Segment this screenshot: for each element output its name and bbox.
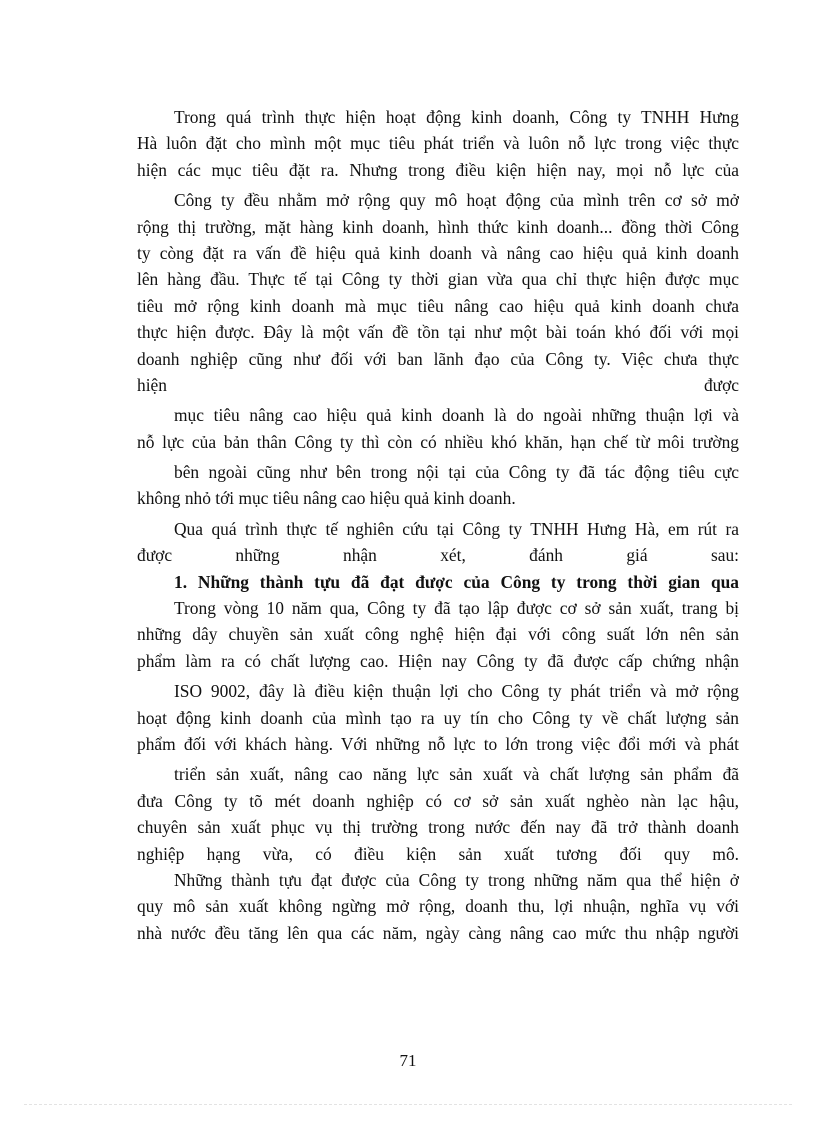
- text-line: triển sản xuất, nâng cao năng lực sản xuất và chất lượng sản phẩm đã: [174, 764, 739, 785]
- text-line: thực hiện được. Đây là một vấn đề tồn tại như một bài toán khó đối với mọi: [137, 322, 739, 343]
- text-line: chuyên sản xuất phục vụ thị trường trong nước đến nay đã trở thành doanh: [137, 817, 739, 838]
- text-line: Những thành tựu đạt được của Công ty trong những năm qua thể hiện ở: [174, 869, 739, 890]
- text-line: quy mô sản xuất không ngừng mở rộng, doanh thu, lợi nhuận, nghĩa vụ với: [137, 896, 739, 917]
- text-line: Hà luôn đặt cho mình một mục tiêu phát triển và luôn nỗ lực trong việc thực: [137, 133, 739, 154]
- text-line: nghiệp hạng vừa, có điều kiện sản xuất tương đối quy mô.: [137, 843, 739, 864]
- body-text: [137, 104, 739, 946]
- text-line: mục tiêu nâng cao hiệu quả kinh doanh là do ngoài những thuận lợi và: [174, 405, 739, 426]
- text-line: Qua quá trình thực tế nghiên cứu tại Công ty TNHH Hưng Hà, em rút ra: [174, 518, 739, 539]
- text-line: đưa Công ty tõ mét doanh nghiệp có cơ sở sản xuất nghèo nàn lạc hậu,: [137, 790, 739, 811]
- text-line: lên hàng đầu. Thực tế tại Công ty thời gian vừa qua chỉ thực hiện được mục: [137, 269, 739, 290]
- text-line: Công ty đều nhằm mở rộng quy mô hoạt động của mình trên cơ sở mở: [174, 190, 739, 211]
- text-line: tiêu mở rộng kinh doanh mà mục tiêu nâng cao hiệu quả kinh doanh chưa: [137, 295, 739, 316]
- section-heading: 1. Những thành tựu đã đạt được của Công ty trong thời gian qua: [174, 571, 739, 592]
- text-line: ty còng đặt ra vấn đề hiệu quả kinh doanh và nâng cao hiệu quả kinh doanh: [137, 242, 739, 263]
- text-line: phẩm làm ra có chất lượng cao. Hiện nay Công ty đã được cấp chứng nhận: [137, 650, 739, 671]
- text-line: những dây chuyền sản xuất công nghệ hiện đại với công suất lớn nên sản: [137, 624, 739, 645]
- text-line: được những nhận xét, đánh giá sau:: [137, 545, 739, 566]
- text-line: nhà nước đều tăng lên qua các năm, ngày càng nâng cao mức thu nhập người: [137, 922, 739, 943]
- text-line: hoạt động kinh doanh của mình tạo ra uy tín cho Công ty về chất lượng sản: [137, 707, 739, 728]
- page-bottom-divider: [24, 1104, 792, 1105]
- text-line: rộng thị trường, mặt hàng kinh doanh, hình thức kinh doanh... đồng thời Công: [137, 216, 739, 237]
- text-line: doanh nghiệp cũng như đối với ban lãnh đạo của Công ty. Việc chưa thực: [137, 348, 739, 369]
- text-line: phẩm đối với khách hàng. Với những nỗ lực to lớn trong việc đổi mới và phát: [137, 733, 739, 754]
- text-line: hiện các mục tiêu đặt ra. Nhưng trong điều kiện hiện nay, mọi nỗ lực của: [137, 159, 739, 180]
- text-line: Trong vòng 10 năm qua, Công ty đã tạo lập được cơ sở sản xuất, trang bị: [174, 598, 739, 619]
- page-number: 71: [399, 1051, 417, 1070]
- text-line: Trong quá trình thực hiện hoạt động kinh doanh, Công ty TNHH Hưng: [174, 107, 739, 127]
- text-line: nỗ lực của bản thân Công ty thì còn có nhiều khó khăn, hạn chế từ môi trường: [137, 431, 739, 452]
- text-line: bên ngoài cũng như bên trong nội tại của Công ty đã tác động tiêu cực: [174, 462, 739, 483]
- text-line: ISO 9002, đây là điều kiện thuận lợi cho Công ty phát triển và mở rộng: [174, 681, 739, 702]
- text-line: không nhỏ tới mục tiêu nâng cao hiệu quả kinh doanh.: [137, 488, 516, 509]
- text-line: hiện được: [137, 374, 739, 395]
